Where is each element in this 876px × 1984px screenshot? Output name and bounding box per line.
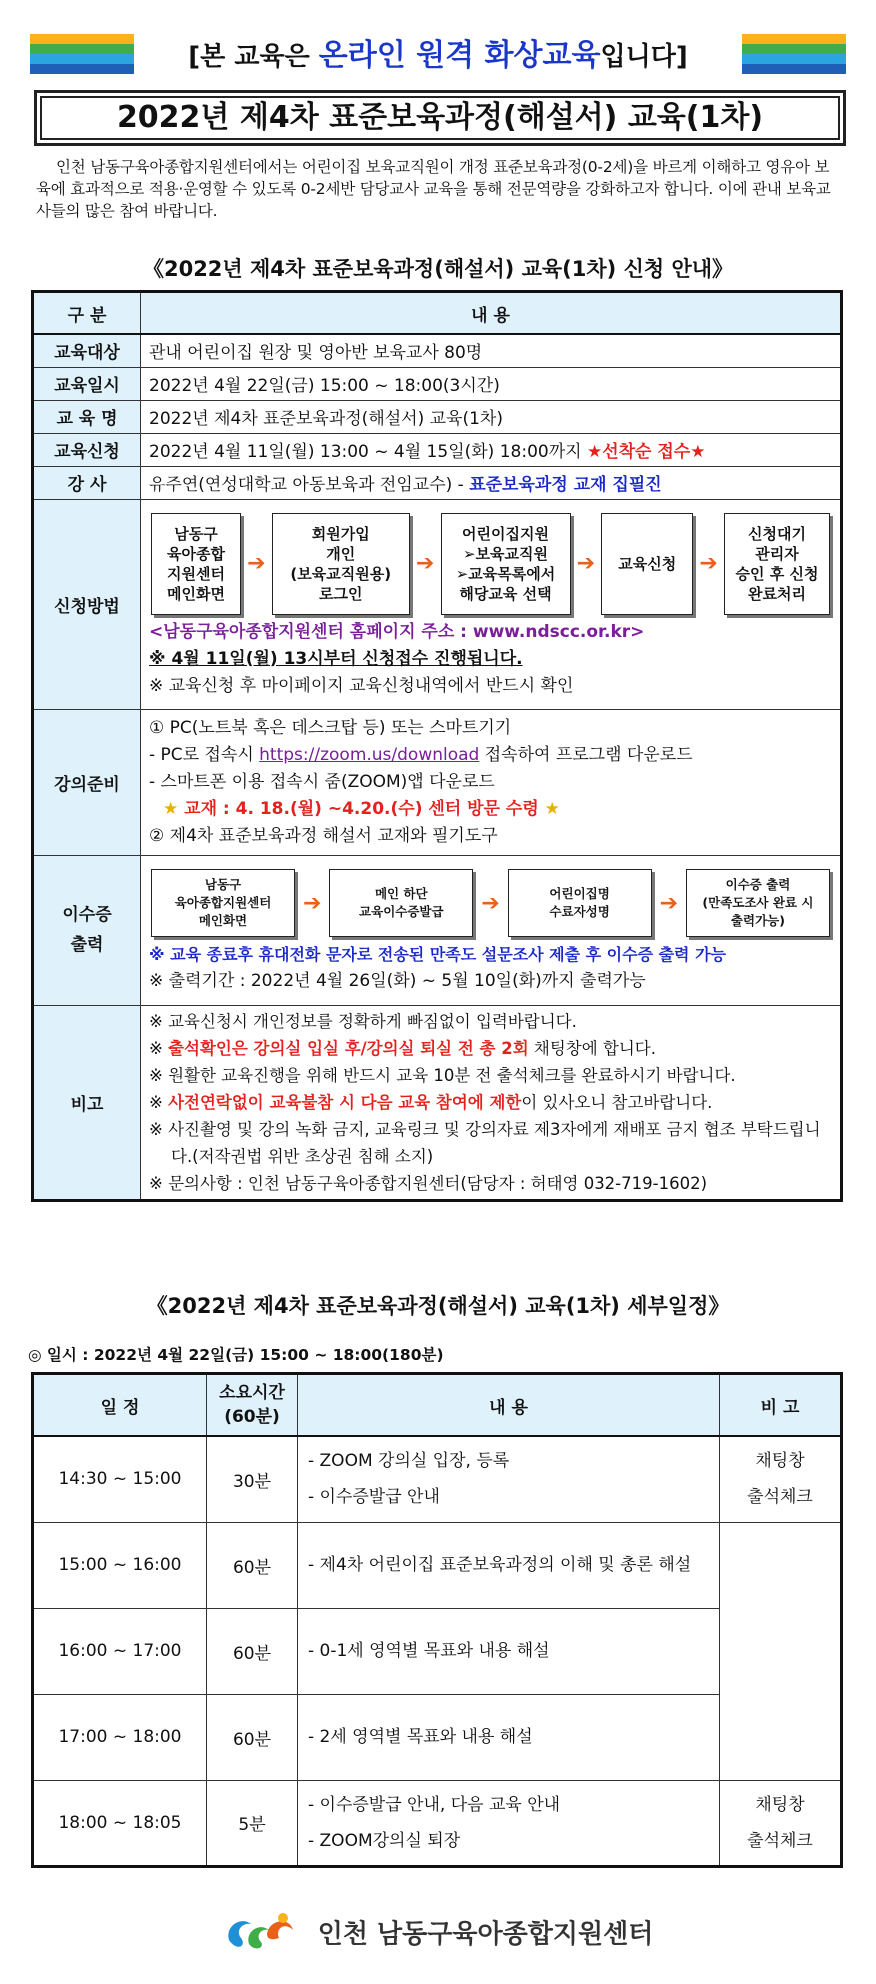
apply-label: 교육신청 <box>33 433 141 466</box>
prep-line-5: ② 제4차 표준보육과정 해설서 교재와 필기도구 <box>149 825 498 846</box>
remark-2-red: 출석확인은 강의실 입실 후/강의실 퇴실 전 총 2회 <box>168 1038 529 1058</box>
arrow-right-icon: ➔ <box>659 890 678 916</box>
info-section-title: 《2022년 제4차 표준보육과정(해설서) 교육(1차) 신청 안내》 <box>142 257 734 281</box>
banner-text-1: [본 교육은 <box>188 42 319 72</box>
table-row <box>33 1780 842 1866</box>
remark-2b: 채팅창에 합니다. <box>528 1038 656 1058</box>
page-title: 2022년 제4차 표준보육과정(해설서) 교육(1차) <box>34 90 846 146</box>
footer-text: 인천 남동구육아종합지원센터 <box>317 1919 654 1950</box>
online-notice-banner <box>0 30 876 74</box>
row-time: 15:00 ~ 16:00 <box>33 1522 207 1608</box>
date-value: 2022년 4월 22일(금) 15:00 ~ 18:00(3시간) <box>141 367 842 400</box>
cert-label: 이수증 출력 <box>33 855 141 1005</box>
remark-4b: 이 있사오니 참고바랍니다. <box>521 1092 713 1112</box>
prep-label: 강의준비 <box>33 709 141 855</box>
star-icon: ★ <box>544 798 560 819</box>
target-value: 관내 어린이집 원장 및 영아반 보육교사 80명 <box>141 334 842 367</box>
table-row <box>33 1522 842 1608</box>
star-icon: ★ <box>163 798 179 819</box>
method-step-2: 회원가입 개인 (보육교직원용) 로그인 <box>272 513 410 615</box>
col-header-content: 내 용 <box>298 1374 720 1437</box>
head-content: 내 용 <box>141 292 842 335</box>
name-label: 교 육 명 <box>33 400 141 433</box>
cert-note-1: ※ 교육 종료후 휴대전화 문자로 전송된 만족도 설문조사 제출 후 이수증 출력 가능 <box>149 945 726 964</box>
arrow-right-icon: ➔ <box>699 551 718 576</box>
arrow-right-icon: ➔ <box>302 890 322 916</box>
schedule-table <box>31 1372 843 1868</box>
banner-highlight: 온라인 원격 화상교육 <box>318 38 601 73</box>
cert-flow <box>149 865 832 941</box>
prep-line-3: - 스마트폰 이용 접속시 줌(ZOOM)앱 다운로드 <box>149 771 495 792</box>
method-step-4: 교육신청 <box>601 513 693 615</box>
row-duration: 60분 <box>207 1694 298 1780</box>
remark-4 <box>149 1089 832 1116</box>
prep-line-2b: 접속하여 프로그램 다운로드 <box>479 744 693 765</box>
method-flow <box>149 509 832 619</box>
method-step-1: 남동구 육아종합 지원센터 메인화면 <box>151 513 241 615</box>
target-label: 교육대상 <box>33 334 141 367</box>
apply-period: 2022년 4월 11일(월) 13:00 ~ 4월 15일(화) 18:00까지 <box>149 442 582 462</box>
row-time: 16:00 ~ 17:00 <box>33 1608 207 1694</box>
row-content: - 2세 영역별 목표와 내용 해설 <box>298 1694 720 1780</box>
arrow-right-icon: ➔ <box>576 551 596 576</box>
row-duration: 60분 <box>207 1608 298 1694</box>
cert-step-1: 남동구 육아종합지원센터 메인화면 <box>151 869 295 937</box>
apply-note: ★선착순 접수★ <box>586 442 706 462</box>
row-content: - 제4차 어린이집 표준보육과정의 이해 및 총론 해설 <box>298 1522 720 1608</box>
prep-content <box>141 709 842 855</box>
cert-note-2: ※ 출력기간 : 2022년 4월 26일(화) ~ 5월 10일(화)까지 출력가능 <box>149 971 646 991</box>
cert-step-2: 메인 하단 교육이수증발급 <box>329 869 473 937</box>
row-content: - ZOOM 강의실 입장, 등록 - 이수증발급 안내 <box>298 1436 720 1522</box>
apply-value <box>141 433 842 466</box>
center-logo-icon <box>223 1910 299 1954</box>
row-content: - 이수증발급 안내, 다음 교육 안내 - ZOOM강의실 퇴장 <box>298 1780 720 1866</box>
table-row <box>33 1436 842 1522</box>
arrow-right-icon: ➔ <box>481 890 500 916</box>
row-note: 채팅창 출석체크 <box>720 1436 842 1522</box>
remark-2 <box>149 1035 832 1062</box>
prep-line-4 <box>149 796 832 823</box>
lecturer-label: 강 사 <box>33 466 141 499</box>
row-time: 14:30 ~ 15:00 <box>33 1436 207 1522</box>
remark-6: ※ 문의사항 : 인천 남동구육아종합지원센터(담당자 : 허태영 032-719-1602) <box>149 1173 708 1193</box>
footer <box>0 1910 876 1954</box>
lecturer-value <box>141 466 842 499</box>
remark-1: ※ 교육신청시 개인정보를 정확하게 빠짐없이 입력바랍니다. <box>149 1011 577 1031</box>
remark-3: ※ 원활한 교육진행을 위해 반드시 교육 10분 전 출석체크를 완료하시기 바랍니다. <box>149 1065 736 1085</box>
zoom-download-link[interactable]: https://zoom.us/download <box>259 744 480 765</box>
remark-label: 비고 <box>33 1005 141 1200</box>
cert-step-4: 이수증 출력 (만족도조사 완료 시 출력가능) <box>686 869 830 937</box>
row-duration: 30분 <box>207 1436 298 1522</box>
row-note-empty <box>720 1522 842 1780</box>
col-header-note: 비 고 <box>720 1374 842 1437</box>
method-step-5: 신청대기 관리자 승인 후 신청 완료처리 <box>724 513 830 615</box>
prep-line-2 <box>149 742 832 769</box>
method-note-2: ※ 교육신청 후 마이페이지 교육신청내역에서 반드시 확인 <box>149 675 574 696</box>
schedule-date: ◎ 일시 : 2022년 4월 22일(금) 15:00 ~ 18:00(180분) <box>28 1346 444 1364</box>
remark-content <box>141 1005 842 1200</box>
banner-text-2: 입니다] <box>600 42 688 72</box>
method-label: 신청방법 <box>33 499 141 709</box>
arrow-right-icon: ➔ <box>415 551 435 576</box>
cert-content <box>141 855 842 1005</box>
schedule-section-title: 《2022년 제4차 표준보육과정(해설서) 교육(1차) 세부일정》 <box>146 1294 730 1318</box>
remark-2a: ※ <box>149 1038 169 1058</box>
method-content <box>141 499 842 709</box>
head-label: 구 분 <box>33 292 141 335</box>
method-step-3: 어린이집지원 ➢보육교직원 ➢교육목록에서 해당교육 선택 <box>441 513 571 615</box>
cert-step-3: 어린이집명 수료자성명 <box>508 869 652 937</box>
lecturer-name: 유주연(연성대학교 아동보육과 전임교수) - <box>149 475 470 495</box>
remark-4a: ※ <box>149 1092 169 1112</box>
name-value: 2022년 제4차 표준보육과정(해설서) 교육(1차) <box>141 400 842 433</box>
prep-line-2a: - PC로 접속시 <box>149 744 260 765</box>
row-note: 채팅창 출석체크 <box>720 1780 842 1866</box>
prep-line-1: ① PC(노트북 혹은 데스크탑 등) 또는 스마트기기 <box>149 717 512 738</box>
col-header-duration: 소요시간 (60분) <box>207 1374 298 1437</box>
row-content: - 0-1세 영역별 목표와 내용 해설 <box>298 1608 720 1694</box>
row-duration: 5분 <box>207 1780 298 1866</box>
date-label: 교육일시 <box>33 367 141 400</box>
application-info-table <box>31 290 843 1202</box>
prep-textbook: 교재 : 4. 18.(월) ~4.20.(수) 센터 방문 수령 <box>184 798 539 819</box>
remark-4-red: 사전연락없이 교육불참 시 다음 교육 참여에 제한 <box>168 1092 522 1112</box>
col-header-time: 일 정 <box>33 1374 207 1437</box>
method-note-1: ※ 4월 11일(월) 13시부터 신청접수 진행됩니다. <box>149 648 523 669</box>
row-duration: 60분 <box>207 1522 298 1608</box>
lecturer-note: 표준보육과정 교재 집필진 <box>469 475 662 495</box>
arrow-right-icon: ➔ <box>247 551 266 576</box>
intro-paragraph: 인천 남동구육아종합지원센터에서는 어린이집 보육교직원이 개정 표준보육과정(0-2세)을 바르게 이해하고 영유아 보육에 효과적으로 적용·운영할 수 있도록 0-2세반 담당교사 교육을 통해 전문역량을 강화하고자 합니다. 이에 관내 보육교사들의 많은 참여 바랍니다. <box>36 158 831 220</box>
row-time: 18:00 ~ 18:05 <box>33 1780 207 1866</box>
remark-5: ※ 사진촬영 및 강의 녹화 금지, 교육링크 및 강의자료 제3자에게 재배포 금지 협조 부탁드립니다.(저작권법 위반 초상권 침해 소지) <box>149 1119 821 1166</box>
row-time: 17:00 ~ 18:00 <box>33 1694 207 1780</box>
method-site: <남동구육아종합지원센터 홈페이지 주소 : www.ndscc.or.kr> <box>149 621 645 642</box>
